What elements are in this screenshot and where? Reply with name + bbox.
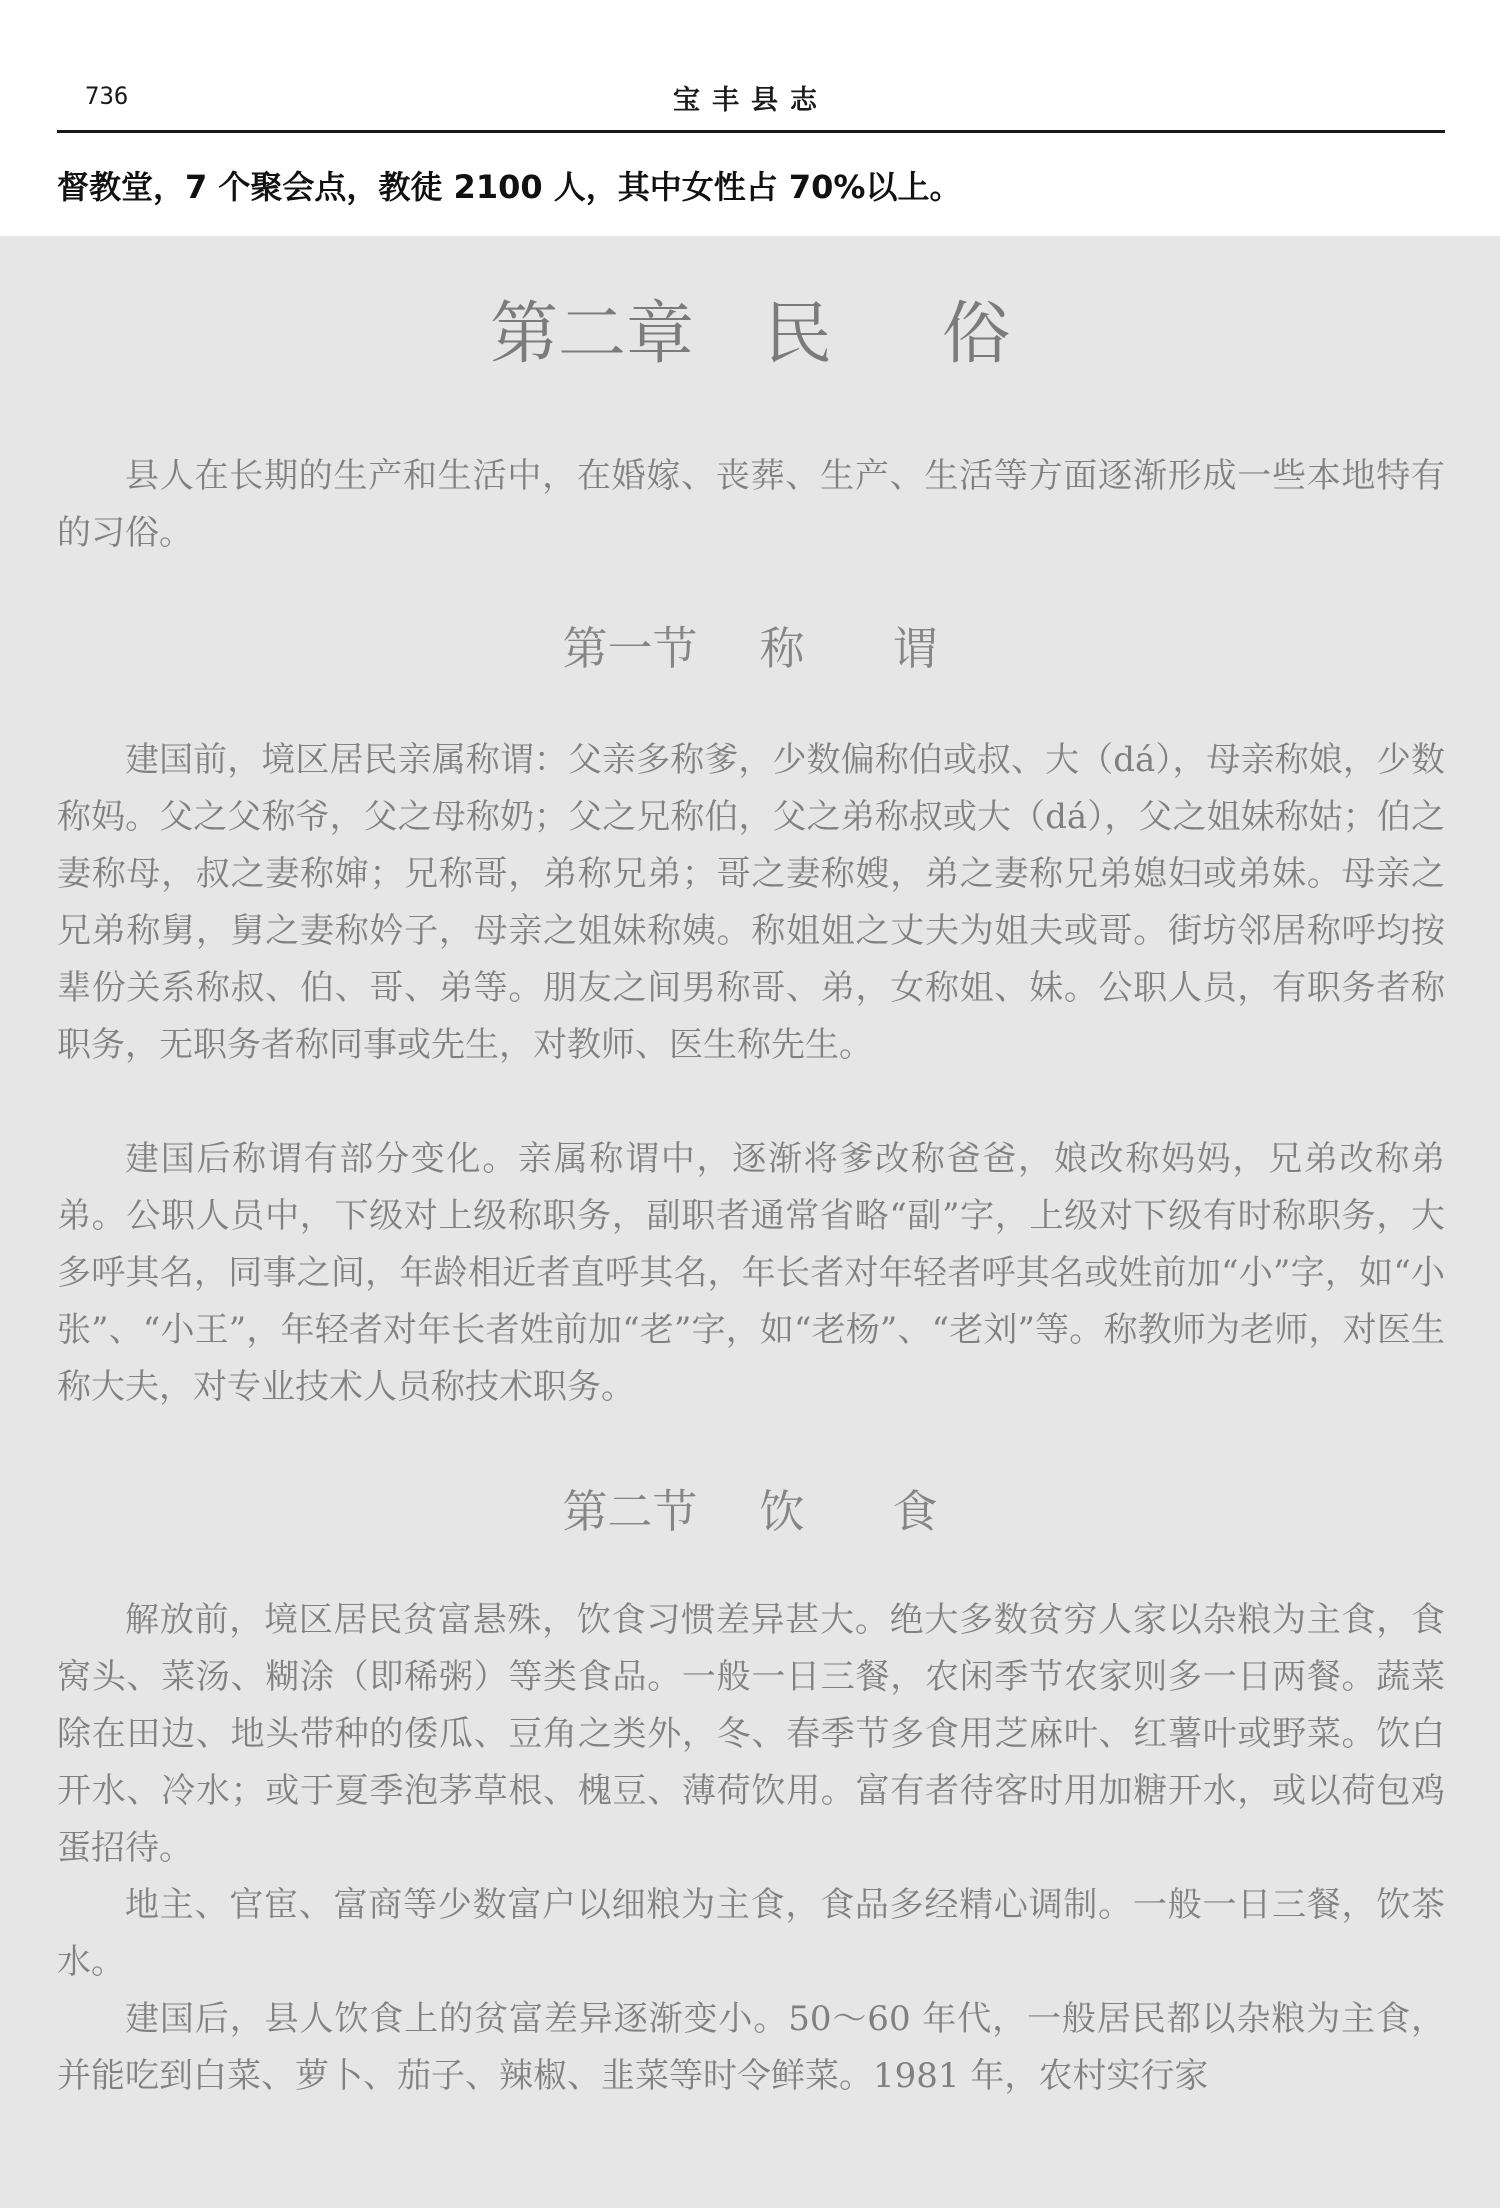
section-2-title-char-1: 饮 — [759, 1485, 805, 1538]
chapter-title-char-2: 俗 — [942, 295, 1011, 374]
section-2-number: 第二节 — [562, 1485, 698, 1538]
page-header — [57, 74, 1445, 133]
section-2-title — [0, 1475, 1500, 1540]
section-2-paragraph-1: 解放前，境区居民贫富悬殊，饮食习惯差异甚大。绝大多数贫穷人家以杂粮为主食，食窝头、菜汤、糊涂（即稀粥）等类食品。一般一日三餐，农闲季节农家则多一日两餐。蔬菜除在田边、地头带种的倭瓜、豆角之类外，冬、春季节多食用芝麻叶、红薯叶或野菜。饮白开水、冷水；或于夏季泡茅草根、槐豆、薄荷饮用。富有者待客时用加糖开水，或以荷包鸡蛋招待。 — [57, 1600, 1445, 1868]
continued-text-line: 督教堂，7 个聚会点，教徒 2100 人，其中女性占 70%以上。 — [57, 168, 962, 206]
page-number: 736 — [85, 82, 129, 110]
book-title: 宝丰县志 — [673, 85, 829, 116]
section-2-paragraph-2: 地主、官宦、富商等少数富户以细粮为主食，食品多经精心调制。一般一日三餐，饮茶水。 — [57, 1885, 1445, 1982]
section-2-paragraph-3: 建国后，县人饮食上的贫富差异逐渐变小。50～60 年代，一般居民都以杂粮为主食，并能吃到白菜、萝卜、茄子、辣椒、韭菜等时令鲜菜。1981 年，农村实行家 — [57, 1999, 1445, 2096]
chapter-title-char-1: 民 — [763, 295, 832, 374]
section-1-paragraph-2: 建国后称谓有部分变化。亲属称谓中，逐渐将爹改称爸爸，娘改称妈妈，兄弟改称弟弟。公职人员中，下级对上级称职务，副职者通常省略“副”字，上级对下级有时称职务，大多呼其名，同事之间，年龄相近者直呼其名，年长者对年轻者呼其名或姓前加“小”字，如“小张”、“小王”，年轻者对年长者姓前加“老”字，如“老杨”、“老刘”等。称教师为老师，对医生称大夫，对专业技术人员称技术职务。 — [57, 1139, 1445, 1407]
chapter-intro-paragraph: 县人在长期的生产和生活中，在婚嫁、丧葬、生产、生活等方面逐渐形成一些本地特有的习俗。 — [57, 456, 1445, 553]
section-1-paragraph-1: 建国前，境区居民亲属称谓：父亲多称爹，少数偏称伯或叔、大（dá），母亲称娘，少数称妈。父之父称爷，父之母称奶；父之兄称伯，父之弟称叔或大（dá），父之姐妹称姑；伯之妻称母，叔之妻称婶；兄称哥，弟称兄弟；哥之妻称嫂，弟之妻称兄弟媳妇或弟妹。母亲之兄弟称舅，舅之妻称妗子，母亲之姐妹称姨。称姐姐之丈夫为姐夫或哥。街坊邻居称呼均按辈份关系称叔、伯、哥、弟等。朋友之间男称哥、弟，女称姐、妹。公职人员，有职务者称职务，无职务者称同事或先生，对教师、医生称先生。 — [57, 740, 1445, 1065]
chapter-title — [0, 280, 1500, 377]
section-1-title-char-2: 谓 — [892, 622, 938, 675]
chapter-number: 第二章 — [489, 295, 694, 374]
section-1-number: 第一节 — [562, 622, 698, 675]
section-1-title-char-1: 称 — [759, 622, 805, 675]
section-2-title-char-2: 食 — [892, 1485, 938, 1538]
section-1-title — [0, 612, 1500, 677]
